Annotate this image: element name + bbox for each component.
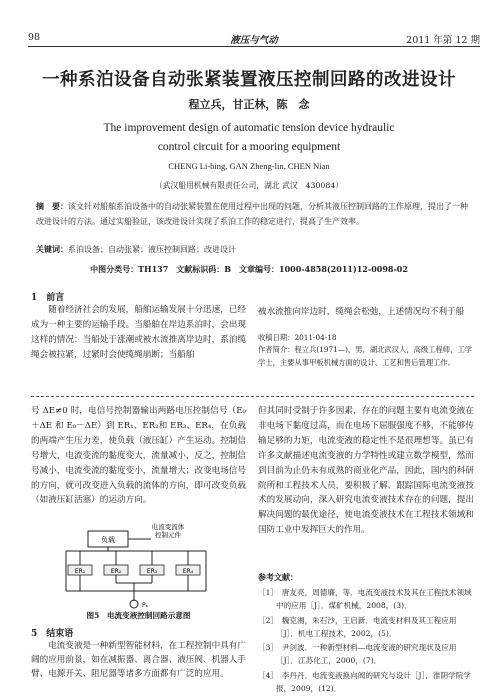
conclusion-heading: 5 结束语 [31,629,74,639]
keywords-label: 关键词： [36,244,68,254]
running-header [28,30,480,47]
er-fluid-label: 电流变流体 [151,523,185,531]
english-title-line-1: The improvement design of automatic tension device hydraulic [103,122,395,134]
english-title [0,119,498,157]
right-lower-text: 但其同时受制于许多因素，存在的问题主要有电流变液在非电场下黏度过高，而在电场下屈服强度不够，不能够传输足够的力矩，电流变液的稳定性不是很理想等。虽已有许多文献描述电流变液的力学特性或建立数学模型，然而到目前为止仍未有成熟的商业化产品，因此，国内的科研院所和工程技术人员，要积极了解、跟踪国际电流变液技术的发展动向，深入研究电流变液技术存在的问题，提出解决问题的最优途径，使电流变液技术在工程技术领域和国防工业中发挥巨大的作用。 [258,406,474,536]
er4-label: ER₄ [182,568,194,575]
intro-heading: 1 前言 [31,293,65,303]
intro-text: 随着经济社会的发展，船舶运输发展十分迅速，已经成为一种主要的运输手段。当船舶在岸边系泊时，会出现这样的情况：当船处于涨潮或被水流推离岸边时，系泊缆绳会被拉紧，过紧时会使缆绳崩断；当船舶 [31,305,246,360]
abstract [36,199,468,229]
er1-label: ER₁ [74,568,86,575]
pressure-label: Pₛ [142,602,148,609]
references [258,572,474,696]
reference-item: ［3］ 尹剑波．一种新型材料—电流变液的研究现状及应用［J］．江苏化工，2000，(7)． [258,643,457,666]
keywords-text: 系泊设备；自动张紧；液压控制回路；改进设计 [68,245,236,254]
abstract-text: 该文针对船舶系泊设备中的自动张紧装置在使用过程中出现的问题，分析其液压控制回路的工作原理，提出了一种改进设计的方法。通过实船验证，该改进设计实现了系泊工作的稳定进行，提高了生产效率。 [36,202,468,226]
abstract-label: 摘 要： [36,201,68,211]
reference-item: ［2］ 魏克湘，朱石沙，王启新．电流变材料及其工程应用［J］．机电工程技术，2002，(5)． [258,615,457,638]
issue-info: 2011 年第 12 期 [406,35,480,46]
classification-line: 中图分类号：TH137 文献标识码：B 文章编号：1000-4858(2011)12-0098-02 [90,264,408,274]
page-number: 98 [28,32,41,43]
conclusion-text: 电流变液是一种新型智能材料，在工程控制中具有广阔的应用前景，如在减振器、离合器、液压阀、机器人手臂、电源开关、阻尼器等诸多方面都有广泛的应用。 [31,641,246,679]
er3-label: ER₃ [146,568,158,575]
circuit-figure [46,521,236,611]
english-authors: CHENG Li-bing, GAN Zheng-lin, CHEN Nian [168,161,330,171]
authors: 程立兵，甘正林，陈 念 [188,98,310,111]
received-date: 收稿日期：2011-04-18 [258,332,337,342]
journal-name: 液压与气动 [230,35,278,46]
reference-item: ［4］ 李丹丹．电流变液换向阀的研究与设计［J］．淮阴学院学报，2009，(12)． [258,670,471,694]
affiliation: （武汉船用机械有限责任公司，湖北 武汉 430084） [154,181,344,190]
keywords [36,244,468,255]
author-bio: 作者简介：程立兵(1971—)，男，湖北武汉人，高级工程师，工学学士，主要从事甲板机械方面的设计、工艺和售后管理工作。 [258,345,472,367]
reference-list [258,586,474,695]
circuit-diagram [46,521,236,611]
er2-label: ER₂ [110,568,122,575]
conclusion-section [31,626,246,681]
intro-continued [258,305,474,369]
reference-item: ［1］ 唐友亮，周德廉，等．电流变液技术及其在工程技术领域中的应用［J］．煤矿机械，2008，(3)． [258,588,472,611]
section-divider [31,396,474,397]
references-heading: 参考文献： [258,572,298,582]
intro-right-text: 被水流推向岸边时，缆绳会松弛，上述情况均不利于船 [258,307,465,317]
control-element-label: 控制元件 [155,531,181,539]
english-title-line-2: control circuit for a mooring equipment [157,141,341,153]
paper-title: 一种系泊设备自动张紧装置液压控制回路的改进设计 [42,70,456,90]
intro-section [31,290,246,363]
figure-caption: 图5 电流变液控制回路示意图 [86,611,191,620]
load-label: 负载 [101,536,115,544]
pump-symbol [130,600,138,608]
left-lower-text: 号 ΔE≠0 时，电信号控制器输出两路电压控制信号（E₀＋ΔE 和 E₀－ΔE）到 ER₁、ER₂和 ER₃、ER₄，在负载的两端产生压力差，使负载（液压缸）产生运动。控制信号增大，电流变流的黏度变大，流量减小，反之，控制信号减小，电流变流的黏度变小，流量增大；改变电场信号的方向，就可改变进入负载的流体的方向，即可改变负载（如液压缸活塞）的运动方向。 [31,406,246,506]
